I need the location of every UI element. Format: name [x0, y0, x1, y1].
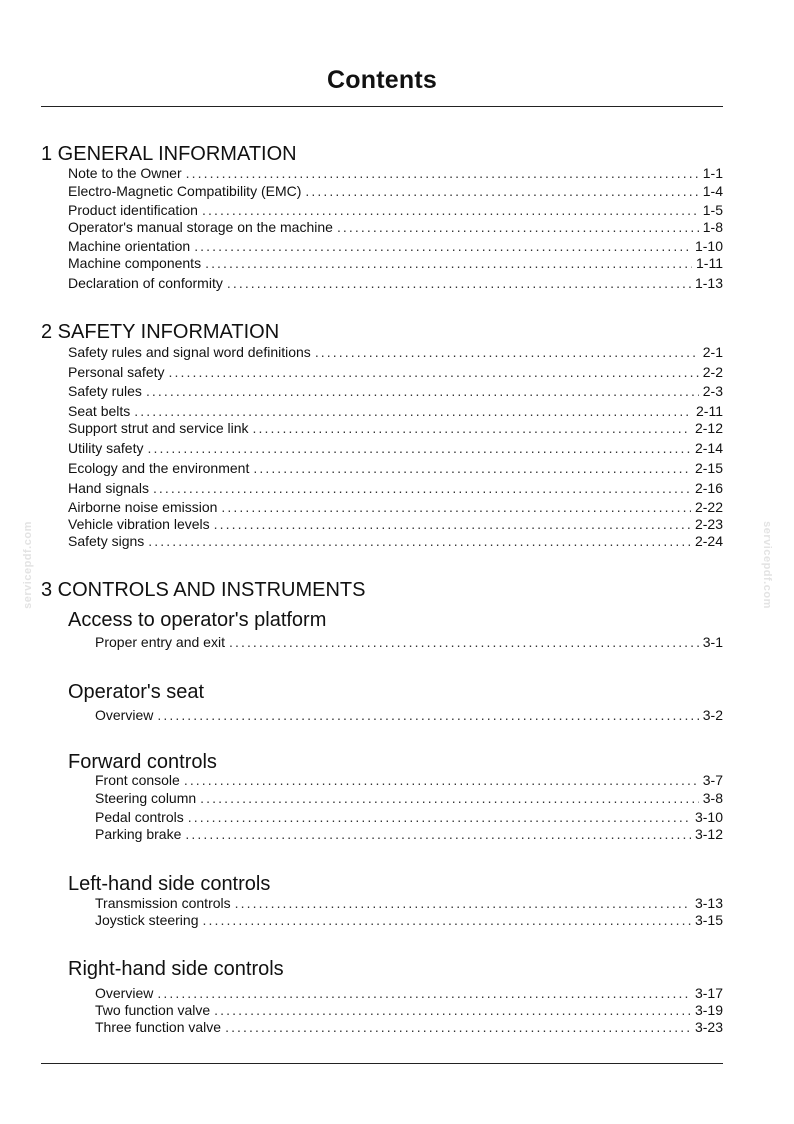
toc-entry-page: 2-22	[694, 499, 723, 515]
toc-entry-page: 3-7	[702, 772, 723, 788]
dot-leader	[153, 480, 691, 496]
toc-entry[interactable]	[95, 809, 723, 825]
toc-entry-label: Electro-Magnetic Compatibility (EMC)	[68, 183, 302, 199]
toc-entry[interactable]	[68, 533, 723, 549]
toc-entry[interactable]	[68, 344, 723, 360]
dot-leader	[157, 985, 691, 1001]
toc-entry-page: 2-24	[694, 533, 723, 549]
toc-entry-page: 1-1	[702, 165, 723, 181]
toc-entry-page: 2-16	[694, 480, 723, 496]
dot-leader	[253, 460, 691, 476]
toc-entry-label: Joystick steering	[95, 912, 199, 928]
chapter-heading-general-information: 1 GENERAL INFORMATION	[41, 143, 297, 165]
toc-entry-label: Vehicle vibration levels	[68, 516, 210, 532]
toc-entry[interactable]	[95, 1002, 723, 1018]
page-title: Contents	[327, 66, 437, 94]
section-heading-access-to-operators-platform: Access to operator's platform	[68, 609, 327, 631]
toc-entry[interactable]	[68, 165, 723, 181]
bottom-divider	[41, 1063, 723, 1064]
dot-leader	[253, 420, 691, 436]
toc-entry[interactable]	[95, 772, 723, 788]
toc-entry[interactable]	[95, 912, 723, 928]
toc-entry-label: Safety signs	[68, 533, 145, 549]
toc-entry-page: 3-19	[694, 1002, 723, 1018]
dot-leader	[214, 1002, 691, 1018]
dot-leader	[148, 533, 691, 549]
toc-entry[interactable]	[95, 790, 723, 806]
toc-entry[interactable]	[68, 238, 723, 254]
toc-entry-label: Declaration of conformity	[68, 275, 223, 291]
dot-leader	[186, 165, 699, 181]
toc-entry-label: Three function valve	[95, 1019, 222, 1035]
toc-entry-label: Overview	[95, 707, 154, 723]
watermark-right: servicepdf.com	[761, 521, 773, 609]
dot-leader	[202, 912, 690, 928]
toc-entry-page: 3-10	[694, 809, 723, 825]
dot-leader	[227, 275, 691, 291]
toc-entry-page: 1-4	[702, 183, 723, 199]
dot-leader	[157, 707, 698, 723]
toc-entry-label: Proper entry and exit	[95, 634, 225, 650]
toc-entry[interactable]	[68, 275, 723, 291]
toc-entry-label: Personal safety	[68, 364, 165, 380]
dot-leader	[229, 634, 699, 650]
toc-entry-page: 3-12	[694, 826, 723, 842]
toc-entry[interactable]	[68, 364, 723, 380]
toc-entry-label: Hand signals	[68, 480, 149, 496]
toc-entry-page: 3-17	[694, 985, 723, 1001]
dot-leader	[202, 202, 699, 218]
toc-entry-page: 3-15	[694, 912, 723, 928]
toc-entry-page: 1-10	[694, 238, 723, 254]
chapter-heading-controls-and-instruments: 3 CONTROLS AND INSTRUMENTS	[41, 579, 366, 601]
toc-entry[interactable]	[68, 383, 723, 399]
dot-leader	[184, 772, 699, 788]
toc-entry-label: Seat belts	[68, 403, 131, 419]
toc-entry-label: Machine orientation	[68, 238, 191, 254]
dot-leader	[147, 440, 691, 456]
toc-entry[interactable]	[68, 202, 723, 218]
toc-entry[interactable]	[68, 403, 723, 419]
toc-entry[interactable]	[95, 826, 723, 842]
watermark-left: servicepdf.com	[22, 521, 34, 609]
dot-leader	[205, 255, 692, 271]
toc-entry-label: Ecology and the environment	[68, 460, 250, 476]
toc-entry-label: Pedal controls	[95, 809, 184, 825]
toc-entry[interactable]	[95, 634, 723, 650]
dot-leader	[337, 219, 699, 235]
toc-entry-page: 3-2	[702, 707, 723, 723]
section-heading-left-hand-side-controls: Left-hand side controls	[68, 873, 271, 895]
toc-entry-label: Safety rules	[68, 383, 142, 399]
dot-leader	[185, 826, 691, 842]
toc-entry-label: Front console	[95, 772, 180, 788]
toc-entry-label: Overview	[95, 985, 154, 1001]
toc-entry-page: 3-1	[702, 634, 723, 650]
toc-entry-page: 3-8	[702, 790, 723, 806]
toc-entry[interactable]	[68, 516, 723, 532]
chapter-heading-safety-information: 2 SAFETY INFORMATION	[41, 321, 280, 343]
toc-entry-page: 2-11	[696, 403, 723, 419]
dot-leader	[200, 790, 699, 806]
toc-entry-page: 3-13	[694, 895, 723, 911]
toc-entry[interactable]	[68, 499, 723, 515]
toc-entry-page: 1-5	[702, 202, 723, 218]
toc-entry[interactable]	[68, 255, 723, 271]
dot-leader	[169, 364, 699, 380]
toc-entry-label: Safety rules and signal word definitions	[68, 344, 311, 360]
toc-entry-label: Utility safety	[68, 440, 144, 456]
dot-leader	[221, 499, 691, 515]
toc-entry-page: 1-13	[694, 275, 723, 291]
dot-leader	[146, 383, 699, 399]
toc-entry[interactable]	[68, 420, 723, 436]
dot-leader	[214, 516, 691, 532]
toc-entry-page: 2-12	[694, 420, 723, 436]
toc-entry-label: Airborne noise emission	[68, 499, 218, 515]
toc-entry-page: 2-23	[694, 516, 723, 532]
toc-entry[interactable]	[68, 219, 723, 235]
toc-entry-page: 2-3	[702, 383, 723, 399]
toc-entry[interactable]	[68, 460, 723, 476]
toc-entry[interactable]	[95, 707, 723, 723]
toc-entry[interactable]	[68, 183, 723, 199]
toc-entry-page: 2-15	[694, 460, 723, 476]
toc-entry-label: Operator's manual storage on the machine	[68, 219, 333, 235]
section-heading-right-hand-side-controls: Right-hand side controls	[68, 958, 284, 980]
toc-entry[interactable]	[95, 895, 723, 911]
toc-entry[interactable]	[68, 480, 723, 496]
toc-entry-page: 2-2	[702, 364, 723, 380]
toc-entry-label: Machine components	[68, 255, 202, 271]
toc-entry-page: 3-23	[694, 1019, 723, 1035]
toc-entry[interactable]	[95, 1019, 723, 1035]
dot-leader	[194, 238, 691, 254]
dot-leader	[225, 1019, 691, 1035]
toc-entry-label: Transmission controls	[95, 895, 231, 911]
toc-entry-label: Support strut and service link	[68, 420, 249, 436]
section-heading-operators-seat: Operator's seat	[68, 681, 205, 703]
toc-entry-label: Parking brake	[95, 826, 182, 842]
top-divider	[41, 106, 723, 107]
toc-entry-label: Note to the Owner	[68, 165, 182, 181]
dot-leader	[315, 344, 699, 360]
toc-entry-page: 2-1	[702, 344, 723, 360]
dot-leader	[134, 403, 692, 419]
toc-entry-page: 2-14	[694, 440, 723, 456]
toc-entry-label: Two function valve	[95, 1002, 211, 1018]
toc-entry-page: 1-8	[702, 219, 723, 235]
dot-leader	[305, 183, 698, 199]
dot-leader	[188, 809, 691, 825]
toc-entry-label: Steering column	[95, 790, 197, 806]
toc-entry-label: Product identification	[68, 202, 198, 218]
toc-entry-page: 1-11	[696, 255, 723, 271]
toc-entry[interactable]	[95, 985, 723, 1001]
dot-leader	[235, 895, 691, 911]
section-heading-forward-controls: Forward controls	[68, 751, 217, 773]
toc-entry[interactable]	[68, 440, 723, 456]
